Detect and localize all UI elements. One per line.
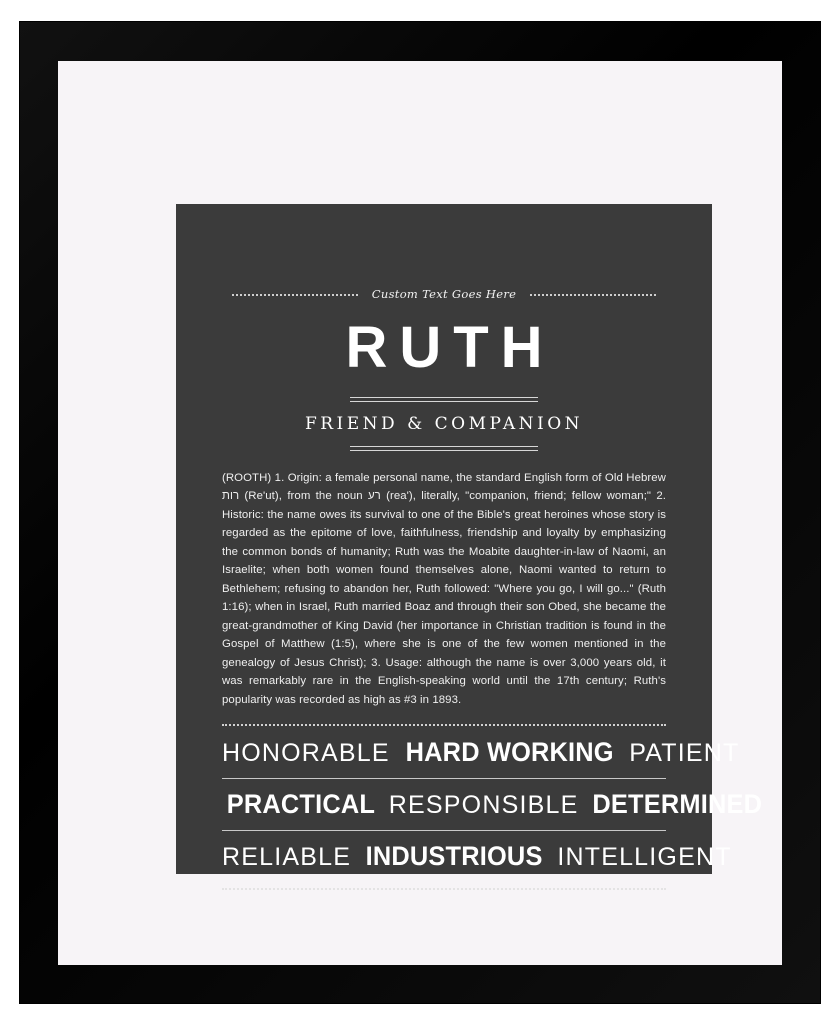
definition-paragraph: (ROOTH) 1. Origin: a female personal name, the standard English form of Old Hebrew רות (Re'ut), from the noun רע (rea'), literally, "companion, friend; fellow woman;" 2. Historic: the name owes its survival to one of the Bible's great heroines whose story is regarded as the epitome of love, faithfulness, friendship and loyalty by emphasizing the common bonds of humanity; Ruth was the Moabite daughter-in-law of Naomi, an Israelite; when both women found themselves alone, Naomi wanted to return to Bethlehem; refusing to abandon her, Ruth followed: "Where you go, I will go..." (Ruth 1:16); when in Israel, Ruth married Boaz and through their son Obed, she became the great-grandmother of King David (her importance in Christian tradition is found in the Gospel of Matthew (1:5), where she is one of the few women mentioned in the genealogy of Jesus Christ); 3. Usage: although the name is over 3,000 years old, it was remarkably rare in the English-speaking world until the 17th century; Ruth's popularity was recorded as high as #3 in 1893. — [222, 471, 666, 706]
dotted-leader-right — [530, 293, 656, 296]
name-art-poster — [176, 204, 763, 874]
dotted-divider-bottom — [222, 887, 666, 890]
trait-word: PATIENT — [629, 738, 740, 767]
dotted-divider-top — [222, 723, 666, 726]
custom-text-row — [222, 286, 666, 302]
trait-line — [222, 736, 740, 769]
trait-divider-2 — [222, 830, 666, 831]
picture-frame — [20, 22, 820, 1003]
name-meaning-subtitle: FRIEND & COMPANION — [304, 413, 584, 434]
trait-word: RESPONSIBLE — [388, 790, 579, 819]
traits-block — [222, 736, 763, 873]
dotted-leader-left — [232, 293, 358, 296]
page-title: RUTH — [345, 315, 555, 380]
trait-word: INTELLIGENT — [557, 842, 732, 871]
trait-word: RELIABLE — [222, 842, 352, 871]
trait-word: INDUSTRIOUS — [365, 840, 543, 871]
divider-above-subtitle — [350, 397, 538, 402]
trait-word: HONORABLE — [222, 738, 390, 767]
divider-below-subtitle — [350, 446, 538, 451]
trait-word: DETERMINED — [592, 788, 763, 819]
trait-divider-1 — [222, 778, 666, 779]
trait-line — [222, 788, 763, 821]
trait-line — [222, 840, 732, 873]
frame-mat — [58, 61, 782, 965]
poster-content — [222, 204, 763, 874]
custom-text: Custom Text Goes Here — [371, 287, 517, 301]
trait-word: PRACTICAL — [226, 788, 376, 819]
trait-word: HARD WORKING — [405, 736, 614, 767]
